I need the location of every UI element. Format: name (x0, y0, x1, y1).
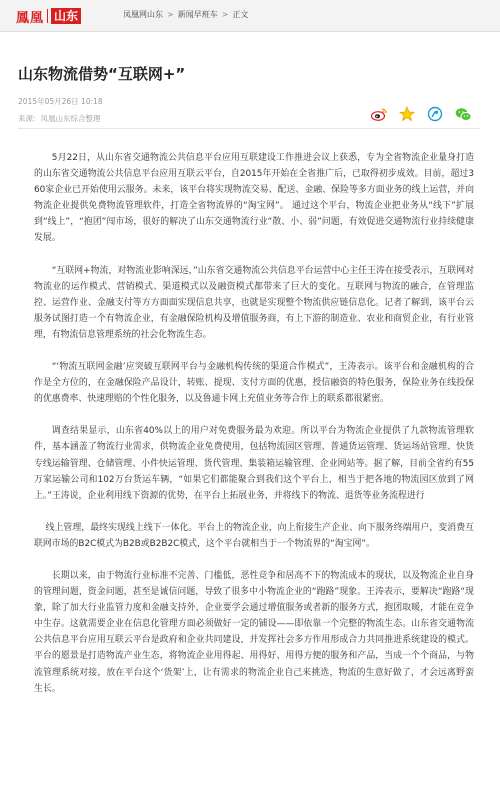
publish-time: 2015年05月26日 10:18 (18, 97, 103, 106)
article-paragraph: 长期以来，由于物流行业标准不完善、门槛低，恶性竞争和居高不下的物流成本的现状，以及物流企业自身的管理问题，资金问题，甚至是诚信问题，导致了很多中小物流企业的“跑路”现象。王涛表示，要解决“跑路“现象，除了加大行业监管力度和金融支持外，企业要学会通过增值服务或者新的服务方式，抱团取暖，才能在竞争中生存。这就需要企业在信息化管理方面必须做好一定的铺设——即依靠一个完整的物流生态。山东省交通物流公共信息平台应用互联云平台是政府和企业共同建设，并发挥社会多方作用形成合力共同推进系统建设的模式。平台的愿景是打造物流产业生态，将物流企业用得起、用得好、用得方便的服务和产品，当成一个个商品，与物流管理系统对接，放在平台这个‘货架’上，让有需求的物流企业自己来挑选，物流的生意好做了，才会远离野蛮生长。 (34, 570, 474, 694)
logo-divider (47, 9, 48, 23)
article-paragraph: 5月22日，从山东省交通物流公共信息平台应用互联建设工作推进会议上获悉，专为全省物流企业量身打造的山东省交通物流公共信息平台应用互联云平台，自2015年开始在全省推广后，已取得初步成效。目前，超过360家企业已开始使用云服务。未来，该平台将实现物流交易、配送、金融、保险等多方面业务的线上运营，并向物流企业提供免费物流管理软件，打造全省物流界的“淘宝网”。 通过这个平台，物流企业把业务从“线下”扩展到“线上”，“抱团”闯市场，很好的解决了山东交通物流行业“散、小、弱”问题，有效促进交通物流行业持续健康发展。 (34, 153, 474, 244)
article-paragraph: “‘物流互联网金融’应突破互联网平台与金融机构传统的渠道合作模式”，王涛表示。该平台和金融机构的合作是全方位的，在金融保险产品设计，转账、提现、支付方面的优惠，授信融资的特色服务，保险业务在线投保的优惠费率、快速理赔的个性化服务，以及鲁通卡网上充值业务等合作上的联系都很紧密。 (34, 362, 474, 405)
share-toolbar (370, 105, 472, 123)
wechat-share-button[interactable] (454, 105, 472, 123)
article-paragraph: 线上管理，最终实现线上线下一体化。平台上的物流企业，向上衔接生产企业、向下服务终端用户，变消费互联网市场的B2C模式为B2B或B2B2C模式，这个平台就相当于一个物流界的“淘宝网”。 (34, 522, 474, 549)
breadcrumb-separator: > (221, 10, 229, 19)
breadcrumb-home[interactable]: 凤凰网山东 (123, 10, 163, 19)
ifeng-shandong-logo[interactable] (16, 7, 81, 25)
source-label: 来源： (18, 114, 41, 123)
weibo-icon (371, 107, 387, 121)
article-paragraph: “互联网+物流，对物流业影响深远，”山东省交通物流公共信息平台运营中心主任王涛在接受表示，互联网对物流业的运作模式、营销模式、渠道模式以及融资模式都带来了巨大的变化。互联网与物流的融合，在管理监控、运营作业、金融支付等方方面面实现信息共享，也就是实现整个物流供应链信息化。记者了解到，该平台云服务试图打造一个有物流企业，有金融保险机构及增值服务商，有上下游的制造业、农业和商贸企业，有行业管理，有物流信息管理系统的社会化物流生态。 (34, 265, 474, 340)
article-paragraph: 调查结果显示，山东省40%以上的用户对免费服务最为欢迎。所以平台为物流企业提供了九款物流管理软件，基本涵盖了物流行业需求，供物流企业免费使用，包括物流园区管理、普通货运管理、货运场站管理、快货专线运输管理、仓储管理、小件快运管理、货代管理、集装箱运输管理、企业网站等。据了解，目前全省约有55万家运输公司和102万台货运车辆，“如果它们都能聚合到我们这个平台上，相当于把各地的物流园区放到了网上。”王涛说，企业利用线下资源的优势，在平台上拓展业务，并将线下的物流、退货等业务流程进行 (34, 426, 474, 501)
header-divider (18, 128, 480, 129)
tencent-weibo-share-button[interactable] (426, 105, 444, 123)
breadcrumb (123, 9, 248, 20)
wechat-icon (455, 107, 472, 122)
article-source (18, 113, 101, 124)
weibo-share-button[interactable] (370, 105, 388, 123)
qzone-share-button[interactable] (398, 105, 416, 123)
breadcrumb-separator: > (167, 10, 174, 19)
article-body (34, 150, 474, 713)
breadcrumb-channel[interactable]: 新闻早班车 (177, 10, 218, 19)
breadcrumb-current: 正文 (232, 10, 249, 19)
logo-wordmark: 鳳凰 (16, 10, 45, 26)
logo-region-badge: 山东 (51, 8, 81, 24)
tencent-weibo-icon (427, 106, 443, 122)
source-name[interactable]: 凤凰山东综合整理 (40, 114, 101, 123)
qzone-icon (399, 106, 415, 122)
article-title: 山东物流借势“互联网+” (18, 65, 186, 83)
top-navigation-bar (0, 0, 500, 32)
